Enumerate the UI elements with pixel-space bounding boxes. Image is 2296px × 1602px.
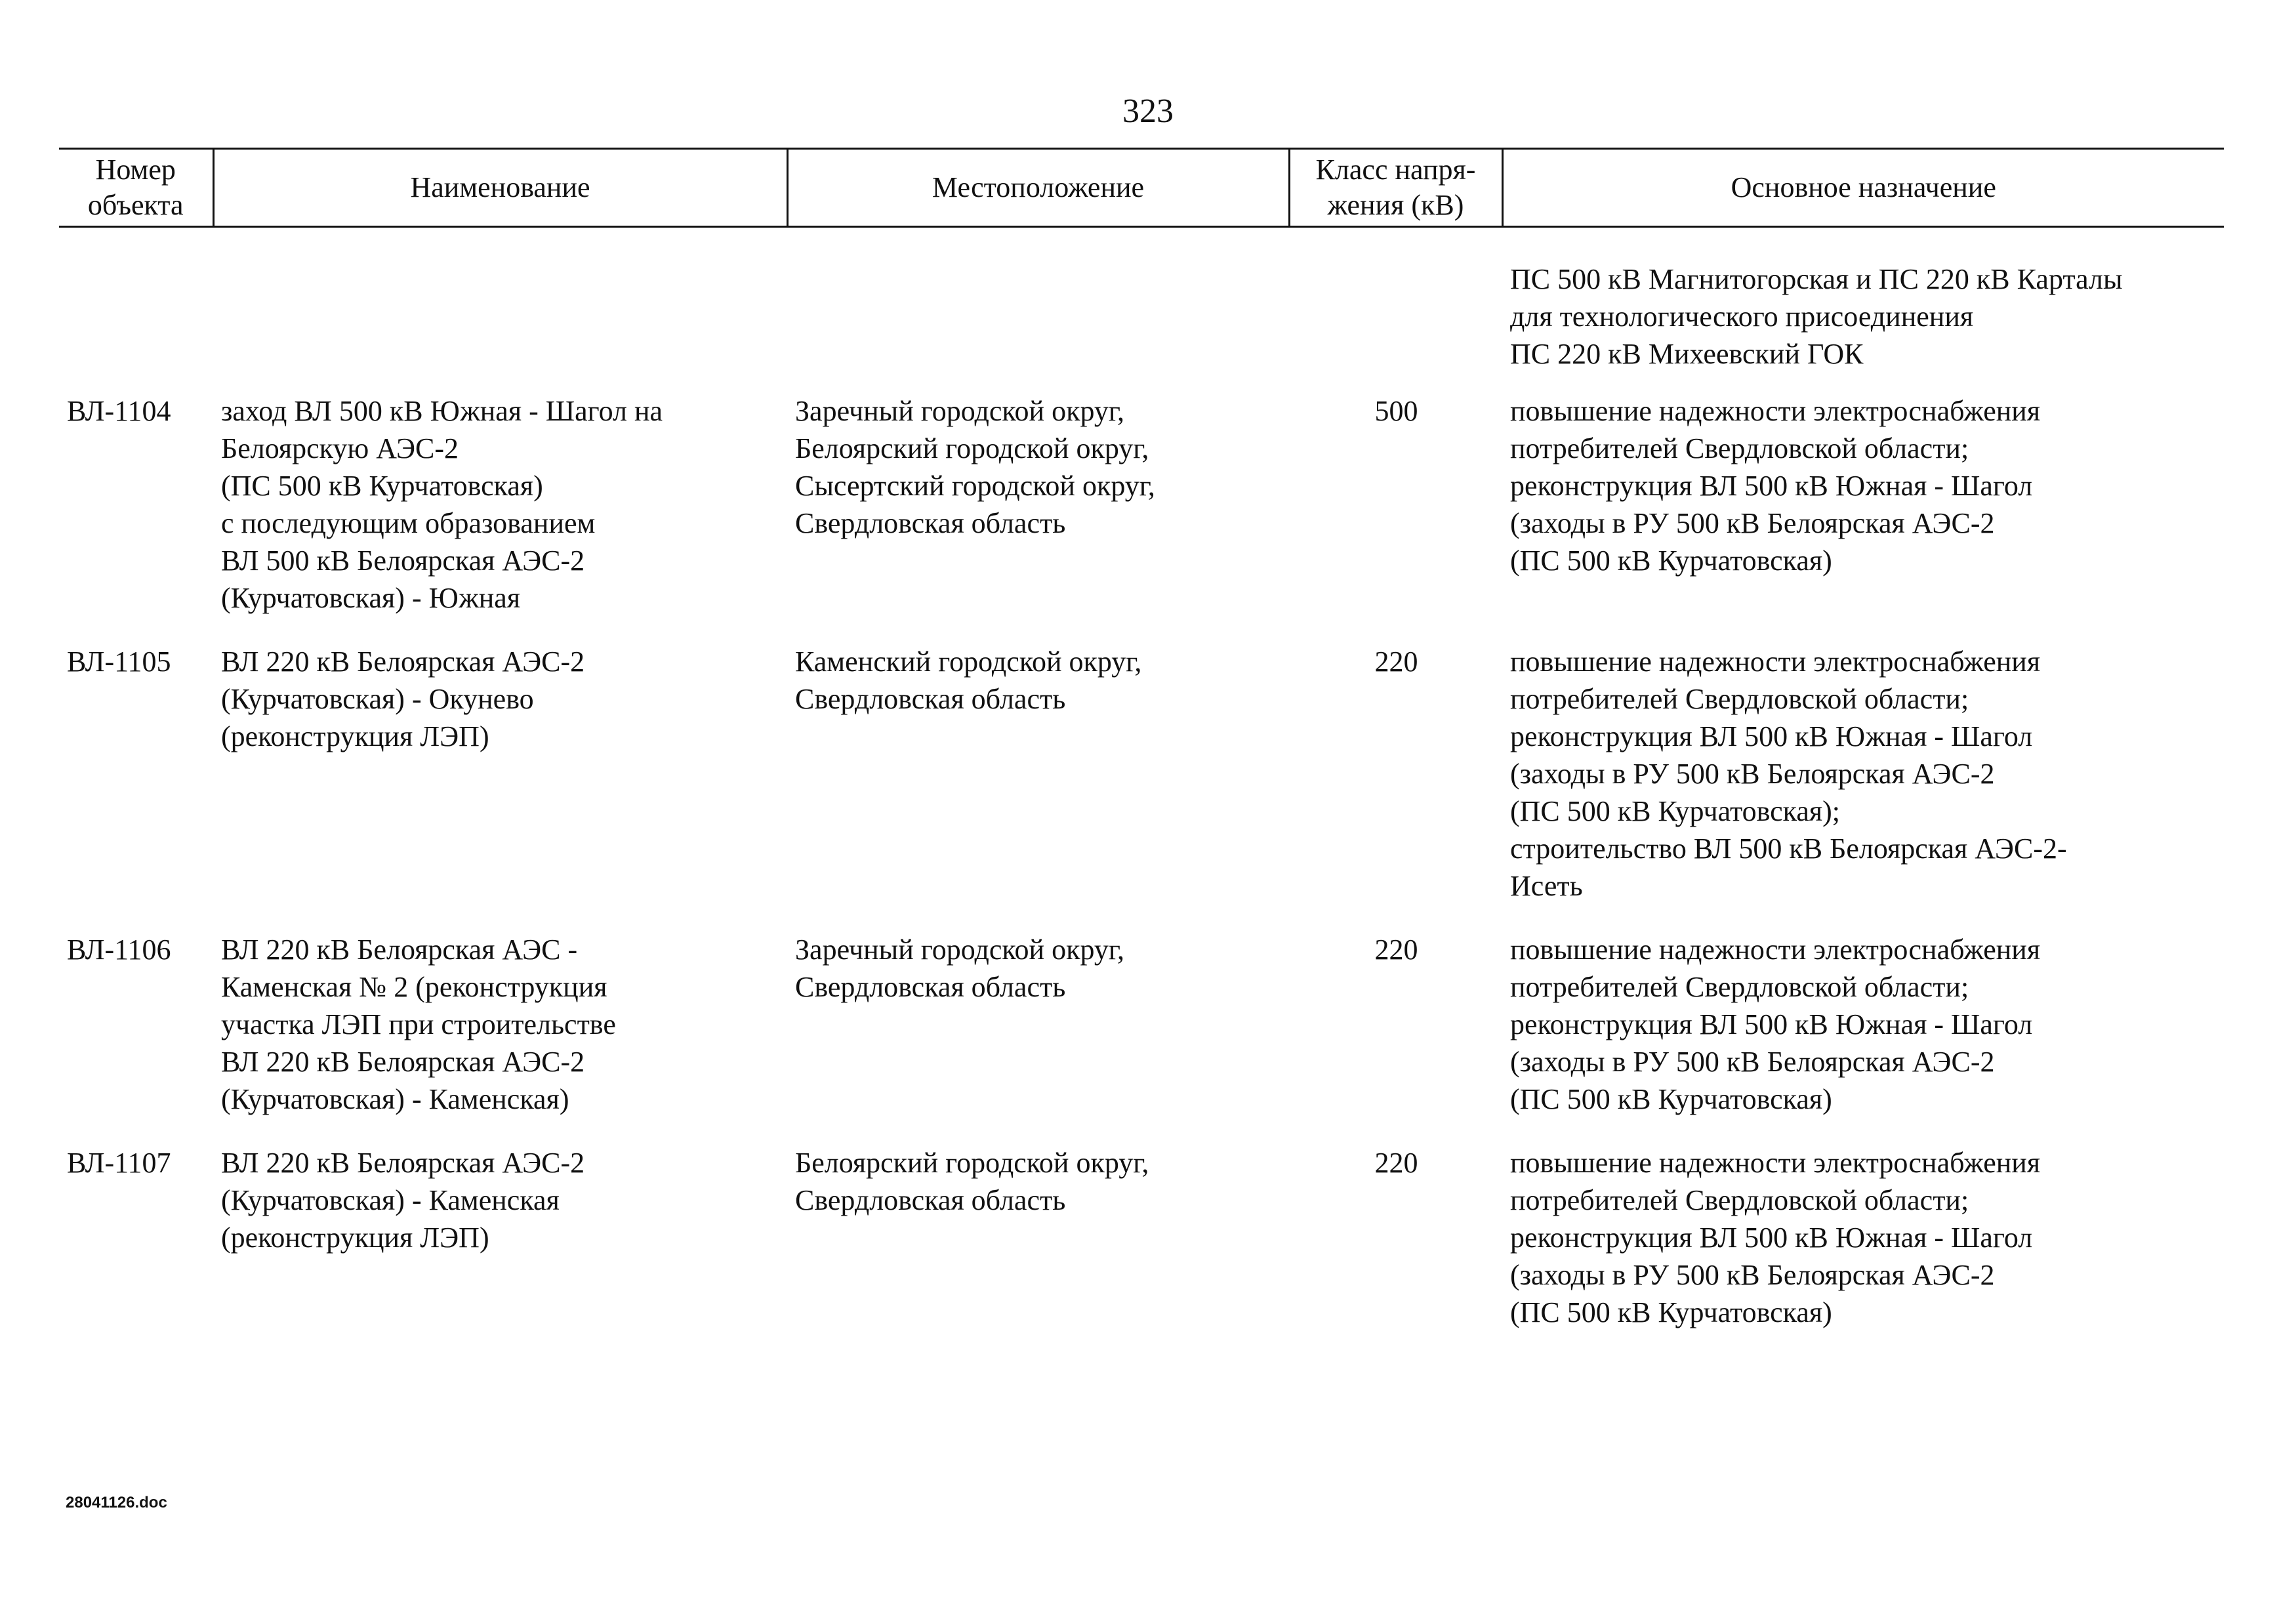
header-name: Наименование [213, 149, 787, 227]
cell-voltage: 220 [1374, 646, 1418, 678]
cell-object-number: ВЛ-1105 [67, 646, 171, 678]
table-row [59, 643, 2224, 931]
cell-purpose: повышение надежности электроснабжения потребителей Свердловской области; реконструкция ВЛ 500 кВ Южная - Шагол (заходы в РУ 500 кВ Белоярская АЭС-2 (ПС 500 кВ Курчатовская) [1510, 1147, 2041, 1328]
cell-object-number: ВЛ-1107 [67, 1147, 171, 1179]
footer-file-name: 28041126.doc [66, 1494, 167, 1511]
cell-location: Заречный городской округ, Белоярский городской округ, Сысертский городской округ, Свердловская область [795, 395, 1155, 539]
cell-empty [1289, 227, 1502, 393]
cell-purpose-continuation: ПС 500 кВ Магнитогорская и ПС 220 кВ Карталы для технологического присоединения ПС 220 кВ Михеевский ГОК [1510, 263, 2123, 370]
cell-location: Заречный городской округ, Свердловская область [795, 934, 1124, 1003]
header-object-number: Номер объекта [59, 149, 213, 227]
cell-object-number: ВЛ-1104 [67, 395, 171, 427]
page-number: 323 [1122, 92, 1174, 130]
cell-voltage: 220 [1374, 934, 1418, 966]
cell-object-name: ВЛ 220 кВ Белоярская АЭС-2 (Курчатовская) - Окунево (реконструкция ЛЭП) [221, 646, 585, 752]
cell-object-name: ВЛ 220 кВ Белоярская АЭС - Каменская № 2 (реконструкция участка ЛЭП при строительстве ВЛ 220 кВ Белоярская АЭС-2 (Курчатовская) - Каменская) [221, 934, 616, 1115]
objects-table [59, 148, 2224, 1357]
cell-voltage: 500 [1374, 395, 1418, 427]
table-row-continuation [59, 227, 2224, 393]
cell-purpose: повышение надежности электроснабжения потребителей Свердловской области; реконструкция ВЛ 500 кВ Южная - Шагол (заходы в РУ 500 кВ Белоярская АЭС-2 (ПС 500 кВ Курчатовская) [1510, 395, 2041, 577]
cell-object-name: заход ВЛ 500 кВ Южная - Шагол на Белоярскую АЭС-2 (ПС 500 кВ Курчатовская) с последующим образованием ВЛ 500 кВ Белоярская АЭС-2 (Курчатовская) - Южная [221, 395, 663, 614]
cell-object-name: ВЛ 220 кВ Белоярская АЭС-2 (Курчатовская) - Каменская (реконструкция ЛЭП) [221, 1147, 585, 1254]
cell-voltage: 220 [1374, 1147, 1418, 1179]
header-main-purpose: Основное назначение [1502, 149, 2224, 227]
cell-empty [59, 227, 213, 393]
header-voltage-class: Класс напря- жения (кВ) [1289, 149, 1502, 227]
table-row [59, 392, 2224, 643]
cell-purpose: повышение надежности электроснабжения потребителей Свердловской области; реконструкция ВЛ 500 кВ Южная - Шагол (заходы в РУ 500 кВ Белоярская АЭС-2 (ПС 500 кВ Курчатовская) [1510, 934, 2041, 1115]
cell-location: Каменский городской округ, Свердловская область [795, 646, 1142, 715]
header-location: Местоположение [787, 149, 1289, 227]
table-row [59, 931, 2224, 1144]
cell-location: Белоярский городской округ, Свердловская область [795, 1147, 1149, 1216]
table-row [59, 1144, 2224, 1357]
cell-object-number: ВЛ-1106 [67, 934, 171, 966]
cell-empty [213, 227, 787, 393]
cell-empty [787, 227, 1289, 393]
table-header-row [59, 149, 2224, 227]
cell-purpose: повышение надежности электроснабжения потребителей Свердловской области; реконструкция ВЛ 500 кВ Южная - Шагол (заходы в РУ 500 кВ Белоярская АЭС-2 (ПС 500 кВ Курчатовская); строительство ВЛ 500 кВ Белоярская АЭС-2- Исеть [1510, 646, 2067, 902]
